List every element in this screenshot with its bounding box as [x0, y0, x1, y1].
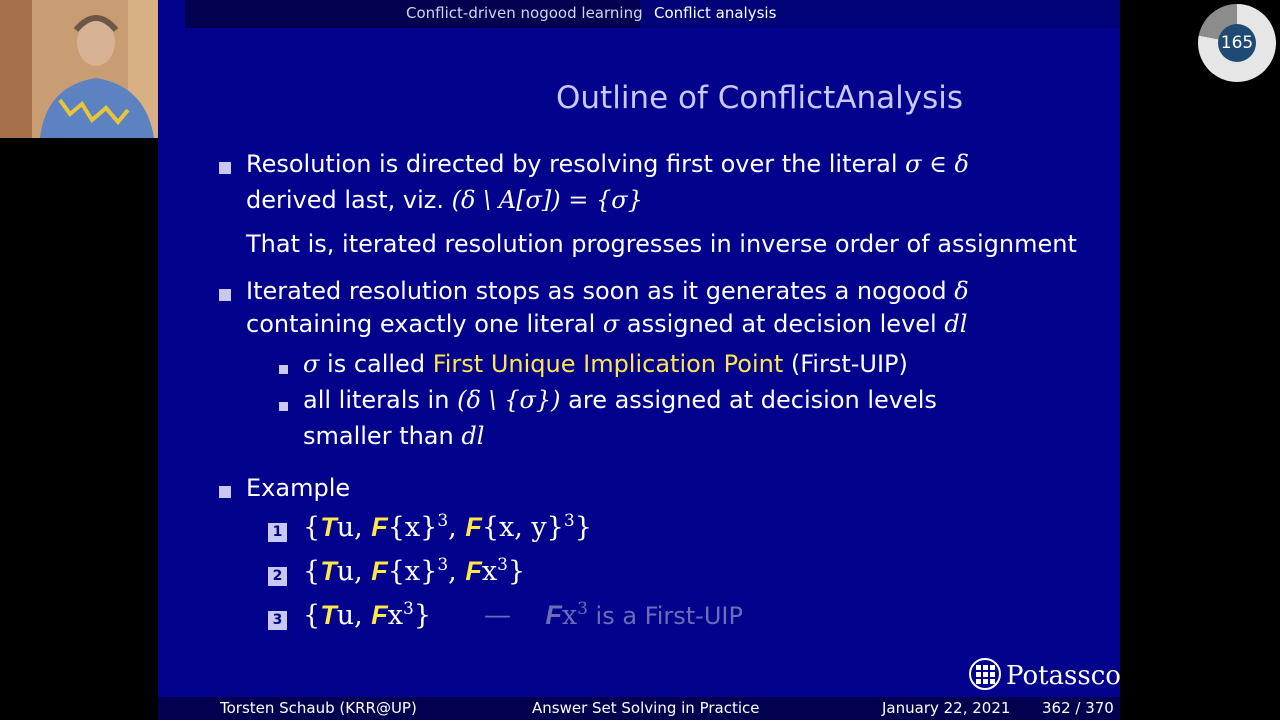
sub-bullet-first-uip: σ is called First Unique Implication Point (First-UIP): [303, 350, 908, 378]
webcam-video: [0, 0, 184, 138]
footer-author: Torsten Schaub (KRR@UP): [220, 699, 417, 717]
bullet-2-line-2: containing exactly one literal σ assigned at decision level dl: [246, 310, 968, 338]
sub-bullet-marker: [279, 365, 288, 374]
example-number: 2: [268, 567, 287, 586]
example-nogood-3: {Tu, Fx$^3$}: [303, 599, 431, 631]
sub-bullet-literals-cont: smaller than dl: [303, 422, 485, 450]
slide-title: Outline of ConflictAnalysis: [556, 80, 964, 116]
bullet-marker: [219, 289, 231, 301]
example-note: — Fx$^3$ is a First-UIP: [484, 599, 743, 631]
example-nogood-2: {Tu, $F\{x\}^3$, Fx$^3$}: [303, 555, 526, 587]
potassco-logo-icon: [968, 657, 1002, 695]
example-number: 1: [268, 523, 287, 542]
nav-subsection[interactable]: Conflict analysis: [654, 4, 777, 22]
bullet-marker: [219, 486, 231, 498]
bullet-2-line-1: Iterated resolution stops as soon as it generates a nogood δ: [246, 277, 969, 305]
potassco-logo-text: Potassco: [1006, 661, 1121, 691]
countdown-timer-value: 165: [1218, 24, 1256, 62]
sub-bullet-marker: [279, 402, 288, 411]
example-label: Example: [246, 474, 351, 502]
bullet-1-line-1: Resolution is directed by resolving first over the literal σ ∈ δ: [246, 150, 969, 178]
footer-page-number: 362 / 370: [1042, 699, 1114, 717]
bullet-1-line-2: derived last, viz. (δ \ A[σ]) = {σ}: [246, 186, 643, 214]
footer-course: Answer Set Solving in Practice: [532, 699, 760, 717]
example-nogood-1: {Tu, $F\{x\}^3$, F{x, y}$^3$}: [303, 511, 592, 543]
example-number: 3: [268, 611, 287, 630]
sub-bullet-literals: all literals in (δ \ {σ}) are assigned at decision levels: [303, 386, 937, 414]
footer-date: January 22, 2021: [882, 699, 1011, 717]
nav-section[interactable]: Conflict-driven nogood learning: [406, 4, 643, 22]
bullet-1-line-3: That is, iterated resolution progresses in inverse order of assignment: [246, 230, 1077, 258]
bullet-marker: [219, 162, 231, 174]
